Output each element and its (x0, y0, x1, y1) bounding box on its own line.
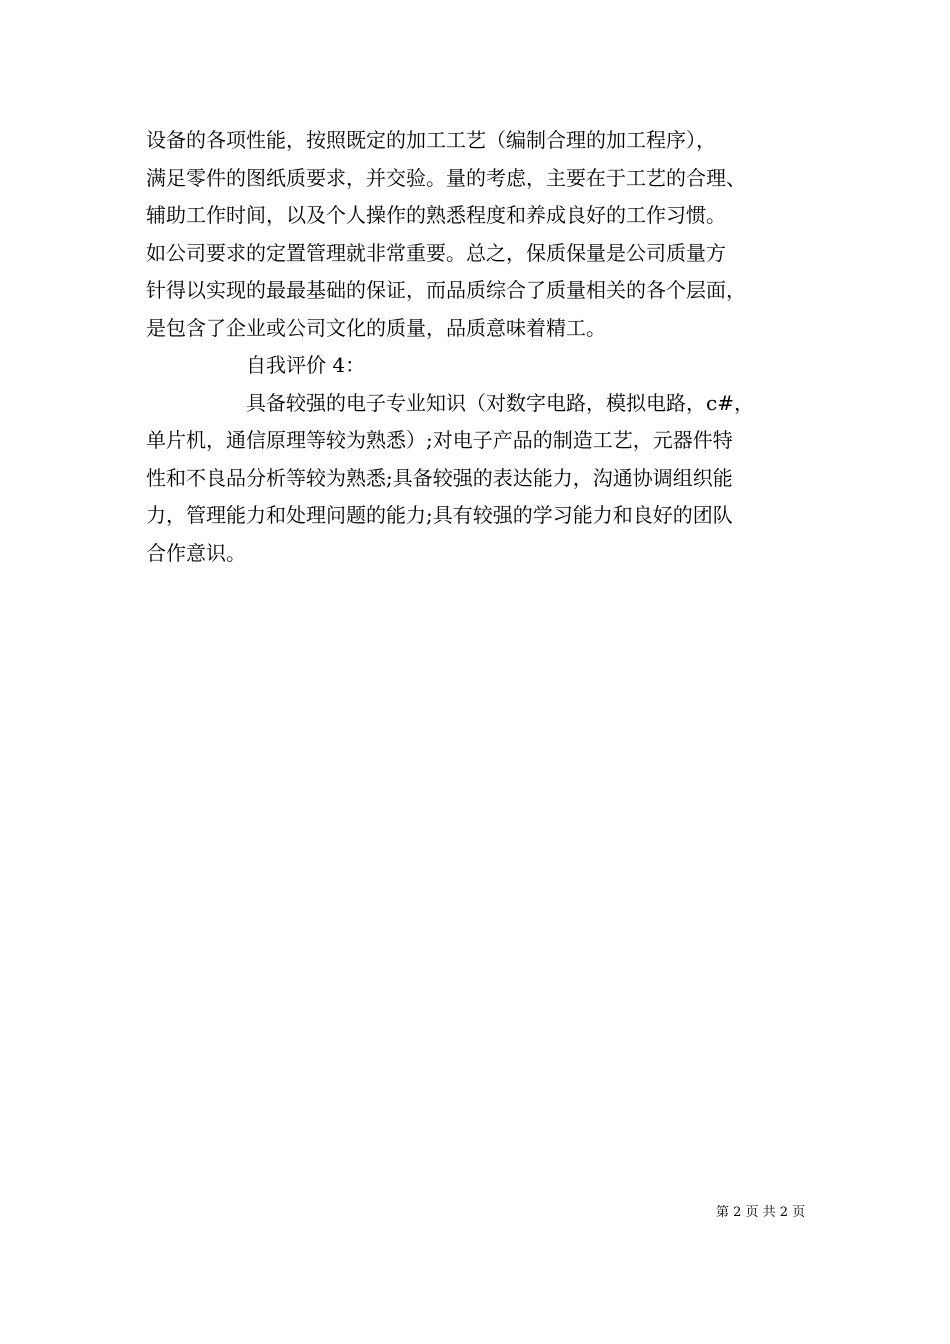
paragraph-self-evaluation (146, 385, 826, 573)
text-line: 设备的各项性能，按照既定的加工工艺（编制合理的加工程序）， (146, 128, 716, 152)
text-line: 如公司要求的定置管理就非常重要。总之，保质保量是公司质量方 (146, 240, 726, 265)
text-line: 性和不良品分析等较为熟悉;具备较强的表达能力，沟通协调组织能 (146, 465, 733, 490)
text-line: 是包含了企业或公司文化的质量，品质意味着精工。 (146, 315, 606, 340)
text-line: 针得以实现的最最基础的保证，而品质综合了质量相关的各个层面， (146, 278, 746, 302)
page-number-footer: 第 2 页 共 2 页 (716, 1205, 806, 1220)
document-body (146, 122, 826, 572)
text-line: 具备较强的电子专业知识（对数字电路，模拟电路，c#， (246, 390, 754, 415)
text-line: 单片机，通信原理等较为熟悉）;对电子产品的制造工艺，元器件特 (146, 428, 733, 452)
text-line: 满足零件的图纸质要求，并交验。量的考虑，主要在于工艺的合理、 (146, 165, 746, 190)
text-line: 合作意识。 (146, 540, 246, 565)
paragraph-quality (146, 122, 826, 347)
section-heading: 自我评价 4： (246, 353, 366, 377)
text-line: 力，管理能力和处理问题的能力;具有较强的学习能力和良好的团队 (146, 503, 733, 527)
text-line: 辅助工作时间，以及个人操作的熟悉程度和养成良好的工作习惯。 (146, 203, 726, 227)
